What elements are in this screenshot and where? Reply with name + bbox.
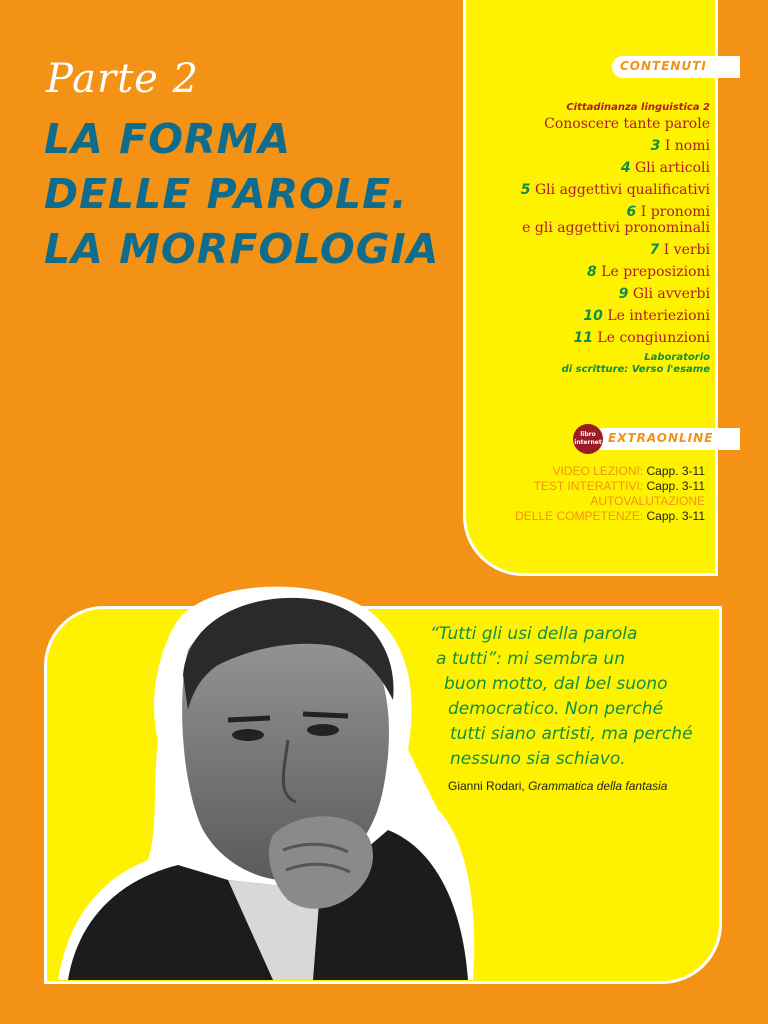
toc-item-number: 5	[520, 182, 531, 198]
extra-row-key: TEST INTERATTIVI:	[533, 479, 644, 493]
toc-item-label: Le interiezioni	[607, 308, 710, 324]
toc-item-avverbi[interactable]	[470, 286, 710, 302]
quote-author: Gianni Rodari,	[448, 779, 525, 793]
toc-item-congiunzioni[interactable]	[470, 330, 710, 346]
extra-row-key: VIDEO LEZIONI:	[552, 464, 644, 478]
quote-line: a tutti”: mi sembra un	[436, 649, 625, 669]
extra-list	[515, 464, 705, 524]
logo-text-line-1: libro	[580, 431, 596, 438]
quote-line: buon motto, dal bel suono	[444, 674, 668, 694]
toc-item-number: 10	[583, 308, 603, 324]
toc-item-label: Gli articoli	[635, 160, 710, 176]
toc-item-label-continued: e gli aggettivi pronominali	[522, 220, 710, 236]
part-label: Parte 2	[46, 56, 199, 102]
title-line-2: DELLE PAROLE.	[44, 170, 408, 218]
toc-item-label: Le congiunzioni	[597, 330, 710, 346]
quote-work: Grammatica della fantasia	[528, 779, 668, 793]
toc-item-number: 6	[626, 204, 637, 220]
toc-item-number: 3	[650, 138, 661, 154]
toc-item-nomi[interactable]	[470, 138, 710, 154]
quote-text	[430, 622, 730, 772]
toc-intro[interactable]	[470, 100, 710, 132]
libro-internet-logo	[573, 424, 603, 454]
toc-item-label: Gli avverbi	[632, 286, 710, 302]
extra-row-value: Capp. 3-11	[646, 464, 705, 478]
extra-row-key: AUTOVALUTAZIONE	[590, 494, 705, 508]
toc-item-label: Gli aggettivi qualificativi	[534, 182, 710, 198]
toc-item-label: I verbi	[663, 242, 710, 258]
extra-row[interactable]	[515, 464, 705, 479]
toc-item-pronomi[interactable]	[470, 204, 710, 236]
extra-row-value: Capp. 3-11	[646, 509, 705, 523]
toc-item-preposizioni[interactable]	[470, 264, 710, 280]
extra-row[interactable]	[515, 479, 705, 494]
extra-row-value: Capp. 3-11	[646, 479, 705, 493]
title-line-1: LA FORMA	[44, 115, 292, 163]
extra-row[interactable]	[515, 509, 705, 524]
extra-tag: EXTRAONLINE	[608, 431, 714, 445]
toc-intro-heading: Cittadinanza linguistica 2	[566, 102, 710, 113]
quote-line: tutti siano artisti, ma perché	[450, 724, 693, 744]
toc-item-articoli[interactable]	[470, 160, 710, 176]
toc-item-aggettivi[interactable]	[470, 182, 710, 198]
author-portrait	[58, 580, 478, 980]
table-of-contents	[470, 100, 710, 382]
toc-laboratorio[interactable]	[470, 352, 710, 376]
quote-line: “Tutti gli usi della parola	[430, 624, 638, 644]
toc-item-number: 9	[618, 286, 629, 302]
toc-item-number: 8	[586, 264, 597, 280]
toc-item-interiezioni[interactable]	[470, 308, 710, 324]
quote-line: democratico. Non perché	[448, 699, 664, 719]
toc-item-number: 7	[649, 242, 660, 258]
quote-line: nessuno sia schiavo.	[450, 749, 626, 769]
page-title	[44, 112, 464, 277]
extra-row-key: DELLE COMPETENZE:	[515, 509, 644, 523]
toc-item-label: I nomi	[664, 138, 710, 154]
toc-intro-subtitle: Conoscere tante parole	[544, 116, 710, 132]
toc-item-label: I pronomi	[640, 204, 710, 220]
logo-text-line-2: internet	[574, 439, 602, 446]
toc-item-verbi[interactable]	[470, 242, 710, 258]
quote-attribution	[448, 779, 667, 793]
toc-lab-line-2: di scritture: Verso l'esame	[561, 364, 710, 375]
toc-item-label: Le preposizioni	[601, 264, 710, 280]
contents-tag: CONTENUTI	[620, 59, 707, 73]
toc-item-number: 4	[620, 160, 631, 176]
title-line-3: LA MORFOLOGIA	[44, 225, 440, 273]
toc-lab-line-1: Laboratorio	[644, 352, 710, 363]
toc-item-number: 11	[573, 330, 593, 346]
extra-row[interactable]	[515, 494, 705, 509]
